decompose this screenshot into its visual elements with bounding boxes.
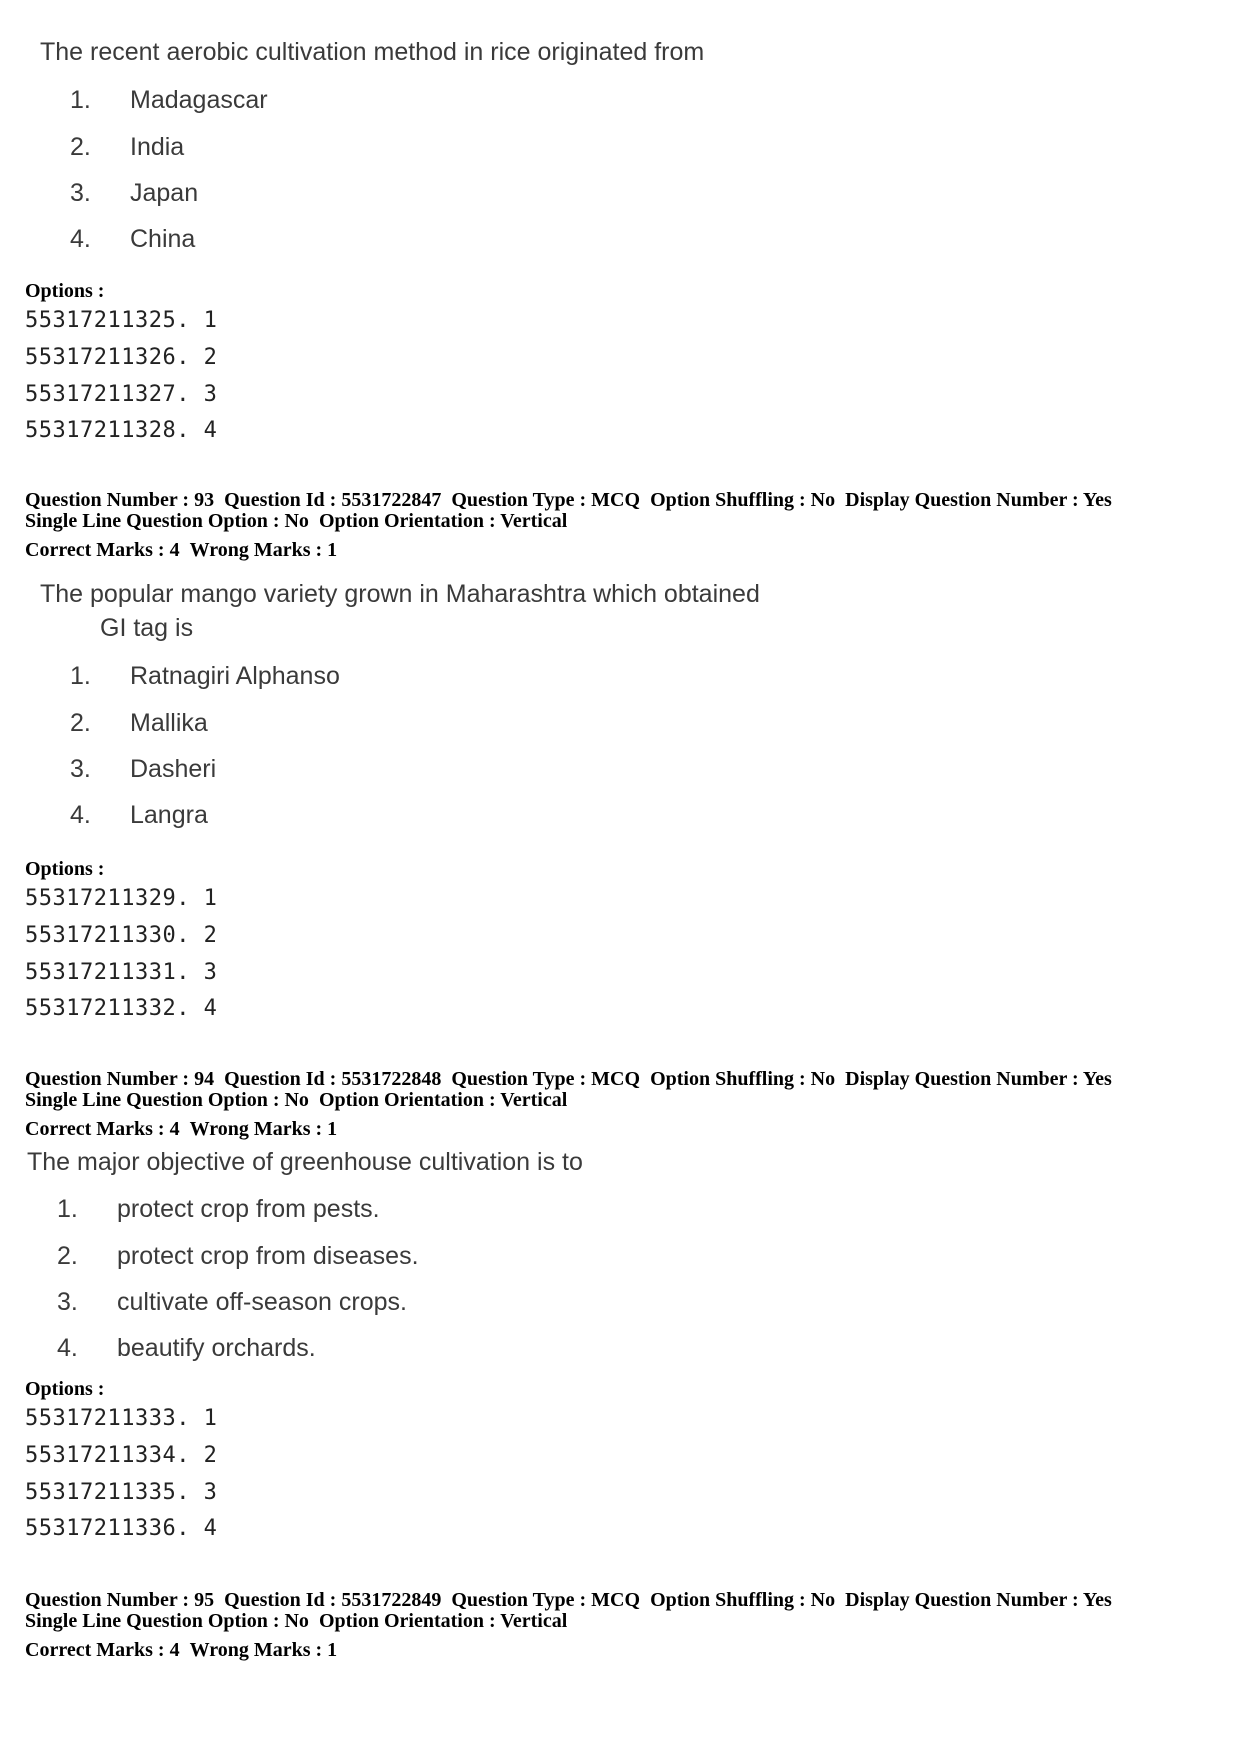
question-94-meta-line-2: Single Line Question Option : No Option Orientation : Vertical — [25, 1089, 568, 1111]
question-92-option-id-2: 55317211326. 2 — [25, 345, 218, 370]
question-95-meta-line-2: Single Line Question Option : No Option Orientation : Vertical — [25, 1610, 568, 1632]
question-94-choice-1: 1. protect crop from pests. — [57, 1195, 380, 1223]
question-94-marks: Correct Marks : 4 Wrong Marks : 1 — [25, 1118, 338, 1140]
question-95-meta-line-1: Question Number : 95 Question Id : 5531722849 Question Type : MCQ Option Shuffling : No Display Question Number : Yes — [25, 1589, 1112, 1611]
question-94-option-id-1: 55317211333. 1 — [25, 1406, 218, 1431]
question-92-option-id-4: 55317211328. 4 — [25, 418, 218, 443]
question-92-choice-4: 4. China — [70, 225, 196, 253]
question-93-choice-2: 2. Mallika — [70, 709, 208, 737]
question-92-choice-3: 3. Japan — [70, 179, 199, 207]
question-92-stem: The recent aerobic cultivation method in rice originated from — [40, 38, 705, 66]
question-94-meta-line-1: Question Number : 94 Question Id : 5531722848 Question Type : MCQ Option Shuffling : No Display Question Number : Yes — [25, 1068, 1112, 1090]
question-93-choice-1: 1. Ratnagiri Alphanso — [70, 662, 340, 690]
question-93-stem-line-2: GI tag is — [100, 614, 194, 642]
question-92-options-label: Options : — [25, 280, 105, 302]
question-93-option-id-1: 55317211329. 1 — [25, 886, 218, 911]
question-93-option-id-2: 55317211330. 2 — [25, 923, 218, 948]
question-92-choice-2: 2. India — [70, 133, 185, 161]
question-92-option-id-1: 55317211325. 1 — [25, 308, 218, 333]
question-92-choice-1: 1. Madagascar — [70, 86, 268, 114]
question-94-choice-2: 2. protect crop from diseases. — [57, 1242, 419, 1270]
question-93-marks: Correct Marks : 4 Wrong Marks : 1 — [25, 539, 338, 561]
question-92-option-id-3: 55317211327. 3 — [25, 382, 218, 407]
question-94-choice-3: 3. cultivate off-season crops. — [57, 1288, 407, 1316]
question-94-option-id-3: 55317211335. 3 — [25, 1480, 218, 1505]
question-94-stem: The major objective of greenhouse cultivation is to — [27, 1148, 583, 1176]
question-93-choice-4: 4. Langra — [70, 801, 208, 829]
question-94-option-id-2: 55317211334. 2 — [25, 1443, 218, 1468]
question-94-choice-4: 4. beautify orchards. — [57, 1334, 316, 1362]
question-93-options-label: Options : — [25, 858, 105, 880]
question-95-marks: Correct Marks : 4 Wrong Marks : 1 — [25, 1639, 338, 1661]
question-93-meta-line-2: Single Line Question Option : No Option Orientation : Vertical — [25, 510, 568, 532]
question-93-stem-line-1: The popular mango variety grown in Maharashtra which obtained — [40, 580, 760, 608]
question-94-option-id-4: 55317211336. 4 — [25, 1516, 218, 1541]
question-94-options-label: Options : — [25, 1378, 105, 1400]
question-93-option-id-4: 55317211332. 4 — [25, 996, 218, 1021]
question-93-meta-line-1: Question Number : 93 Question Id : 5531722847 Question Type : MCQ Option Shuffling : No Display Question Number : Yes — [25, 489, 1112, 511]
question-93-choice-3: 3. Dasheri — [70, 755, 217, 783]
question-93-option-id-3: 55317211331. 3 — [25, 960, 218, 985]
